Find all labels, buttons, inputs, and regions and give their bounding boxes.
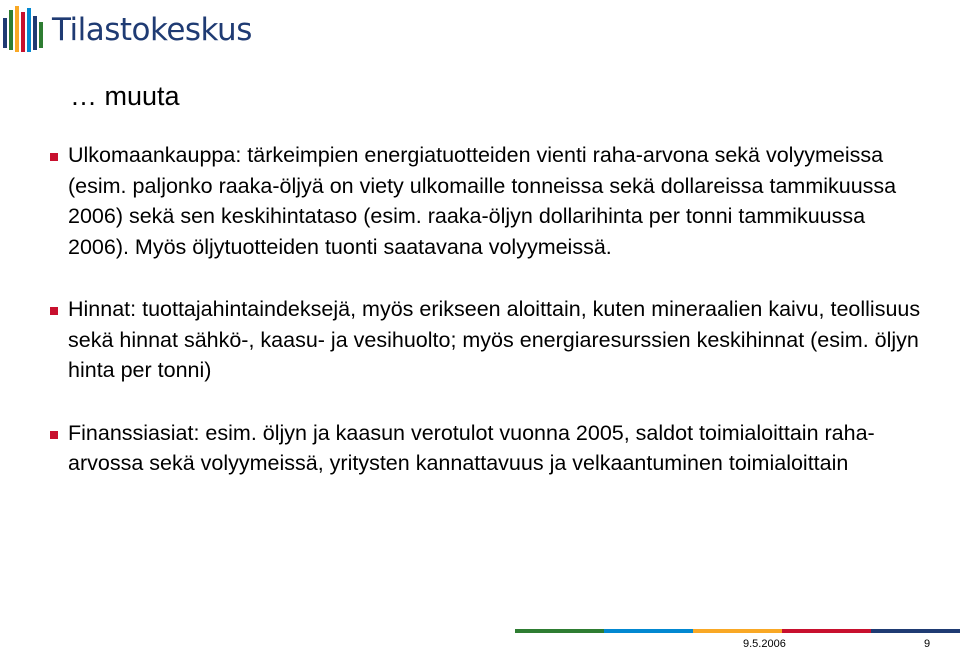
bullet-item: [50, 294, 930, 386]
page-number: 9: [924, 638, 931, 650]
bullet-item: [50, 418, 930, 479]
bullet-item: [50, 140, 930, 262]
footer-line-segment: [782, 629, 871, 633]
bullet-text: Hinnat: tuottajahintaindeksejä, myös erikseen aloittain, kuten mineraalien kaivu, teollisuus sekä hinnat sähkö-, kaasu- ja vesihuolto; myös energiaresurssien keskihinnat (esim. öljyn hinta per tonni): [68, 297, 921, 382]
footer-date: 9.5.2006: [743, 638, 786, 650]
footer-line-segment: [693, 629, 782, 633]
bullet-square-icon: [50, 153, 58, 161]
logo-text: Tilastokeskus: [52, 12, 252, 48]
bullet-list: [50, 140, 930, 479]
tilastokeskus-logo: [2, 4, 252, 54]
bullet-square-icon: [50, 431, 58, 439]
bullet-text: Finanssiasiat: esim. öljyn ja kaasun verotulot vuonna 2005, saldot toimialoittain raha-arvossa sekä volyymeissä, yritysten kannattavuus ja velkaantuminen toimialoittain: [68, 420, 875, 475]
slide-title: … muuta: [70, 81, 180, 111]
footer-color-line: [515, 629, 960, 633]
footer-line-segment: [515, 629, 604, 633]
bullet-square-icon: [50, 307, 58, 315]
footer-line-segment: [604, 629, 693, 633]
bullet-text: Ulkomaankauppa: tärkeimpien energiatuotteiden vienti raha-arvona sekä volyymeissa (esim. paljonko raaka-öljyä on viety ulkomaille tonneissa sekä dollareissa tammikuussa 2006) sekä sen keskihintataso (esim. raaka-öljyn dollarihinta per tonni tammikuussa 2006). Myös öljytuotteiden tuonti saatavana volyymeissä.: [68, 143, 897, 259]
footer-line-segment: [871, 629, 960, 633]
logo-bars-icon: [2, 4, 46, 54]
